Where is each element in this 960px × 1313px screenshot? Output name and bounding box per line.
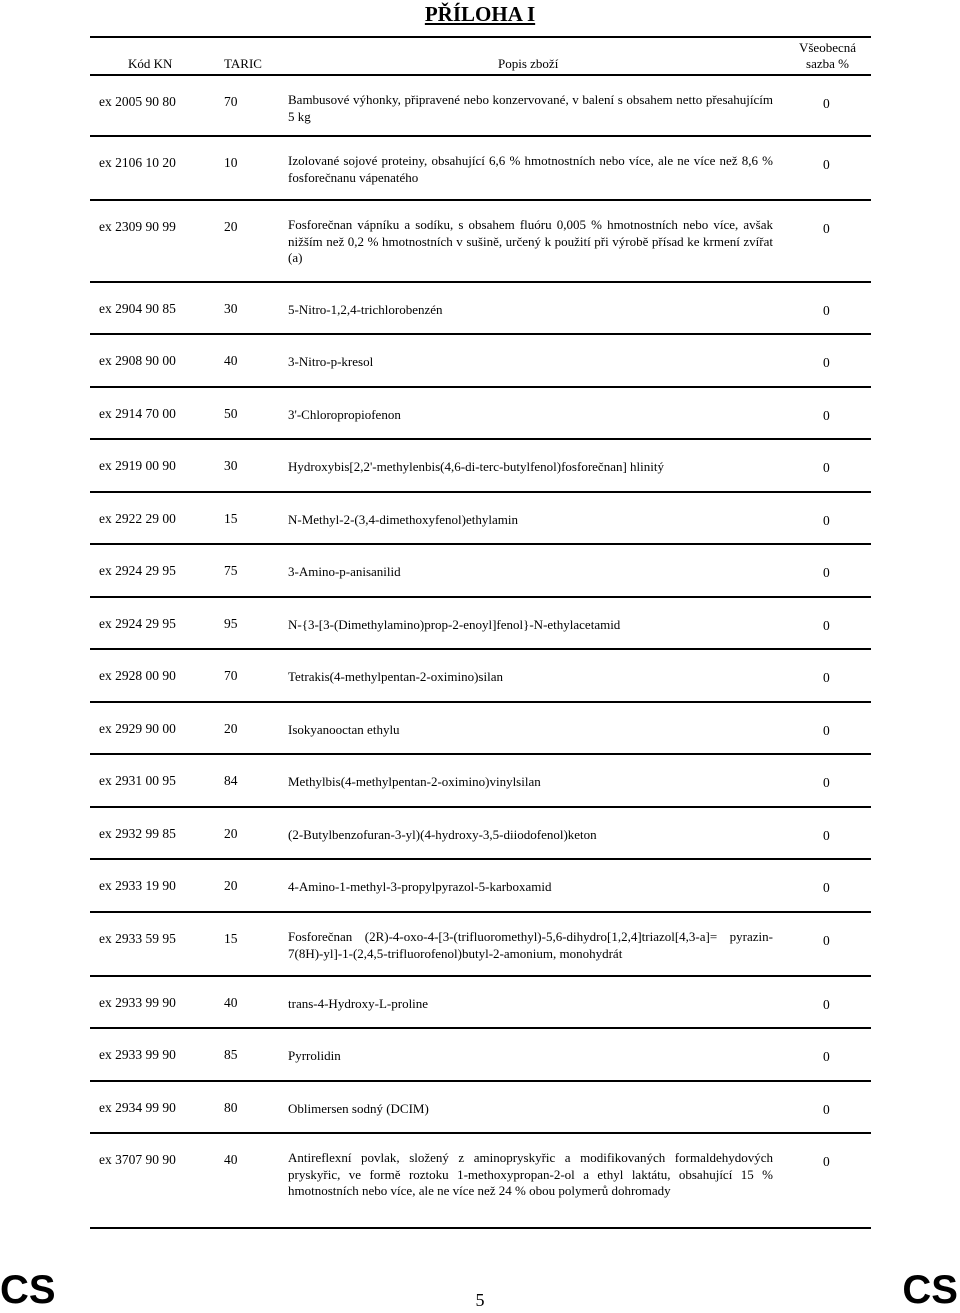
taric-cell: 70 xyxy=(224,668,238,683)
table-row xyxy=(90,650,871,703)
sazba-cell: 0 xyxy=(823,221,830,236)
popis-cell: 5-Nitro-1,2,4-trichlorobenzén xyxy=(288,302,443,317)
taric-cell: 20 xyxy=(224,721,238,736)
kod-cell: ex 2933 99 90 xyxy=(99,995,176,1010)
sazba-cell: 0 xyxy=(823,355,830,370)
taric-cell: 10 xyxy=(224,155,238,170)
sazba-cell: 0 xyxy=(823,96,830,111)
popis-cell: Hydroxybis[2,2'-methylenbis(4,6-di-terc-butylfenol)fosforečnan] hlinitý xyxy=(288,459,664,474)
popis-cell: Fosforečnan (2R)-4-oxo-4-[3-(trifluoromethyl)-5,6-dihydro[1,2,4]triazol[4,3-a]= pyrazin-7(8H)-yl]-1-(2,4,5-trifluorofenol)butyl-2-amonium, monohydrát xyxy=(288,929,773,961)
table-row xyxy=(90,137,871,201)
header-sazba xyxy=(790,40,865,72)
taric-cell: 50 xyxy=(224,406,238,421)
table-row xyxy=(90,1082,871,1134)
sazba-cell: 0 xyxy=(823,157,830,172)
table-body xyxy=(90,76,871,1229)
kod-cell: ex 2908 90 00 xyxy=(99,353,176,368)
kod-cell: ex 2932 99 85 xyxy=(99,826,176,841)
table-row xyxy=(90,76,871,137)
taric-cell: 30 xyxy=(224,301,238,316)
page-number: 5 xyxy=(475,1290,485,1310)
popis-cell: (2-Butylbenzofuran-3-yl)(4-hydroxy-3,5-diiodofenol)keton xyxy=(288,827,597,842)
sazba-cell: 0 xyxy=(823,460,830,475)
popis-cell: N-{3-[3-(Dimethylamino)prop-2-enoyl]fenol}-N-ethylacetamid xyxy=(288,617,621,632)
table-row xyxy=(90,335,871,388)
popis-cell: trans-4-Hydroxy-L-proline xyxy=(288,996,429,1011)
kod-cell: ex 2924 29 95 xyxy=(99,563,176,578)
sazba-cell: 0 xyxy=(823,303,830,318)
sazba-cell: 0 xyxy=(823,513,830,528)
taric-cell: 80 xyxy=(224,1100,238,1115)
sazba-cell: 0 xyxy=(823,1049,830,1064)
footer-language-left: CS xyxy=(0,1268,56,1312)
taric-cell: 40 xyxy=(224,1152,238,1167)
kod-cell: ex 2931 00 95 xyxy=(99,773,176,788)
popis-cell: Fosforečnan vápníku a sodíku, s obsahem fluóru 0,005 % hmotnostních nebo více, avšak nižším než 0,2 % hmotnostních v sušině, určený k použití při výrobě přísad ke krmení zvířat (a) xyxy=(288,217,773,265)
kod-cell: ex 2928 00 90 xyxy=(99,668,176,683)
taric-cell: 20 xyxy=(224,219,238,234)
table-row xyxy=(90,977,871,1029)
taric-cell: 75 xyxy=(224,563,238,578)
popis-cell: Oblimersen sodný (DCIM) xyxy=(288,1101,429,1116)
taric-cell: 85 xyxy=(224,1047,238,1062)
sazba-cell: 0 xyxy=(823,775,830,790)
sazba-cell: 0 xyxy=(823,565,830,580)
sazba-cell: 0 xyxy=(823,1154,830,1169)
sazba-cell: 0 xyxy=(823,408,830,423)
header-popis: Popis zboží xyxy=(498,56,559,71)
table-row xyxy=(90,493,871,545)
taric-cell: 15 xyxy=(224,931,238,946)
tariff-table xyxy=(90,36,871,1229)
table-row xyxy=(90,598,871,650)
table-row xyxy=(90,388,871,440)
popis-cell: 3'-Chloropropiofenon xyxy=(288,407,401,422)
kod-cell: ex 2929 90 00 xyxy=(99,721,176,736)
taric-cell: 70 xyxy=(224,94,238,109)
footer-language-right: CS xyxy=(902,1268,958,1312)
header-sazba-line1: Všeobecná xyxy=(798,40,857,55)
kod-cell: ex 2005 90 80 xyxy=(99,94,176,109)
table-row xyxy=(90,808,871,860)
sazba-cell: 0 xyxy=(823,997,830,1012)
table-row xyxy=(90,440,871,493)
popis-cell: Methylbis(4-methylpentan-2-oximino)vinylsilan xyxy=(288,774,541,789)
table-header xyxy=(90,36,871,76)
kod-cell: ex 2922 29 00 xyxy=(99,511,176,526)
taric-cell: 15 xyxy=(224,511,238,526)
popis-cell: Izolované sojové proteiny, obsahující 6,6 % hmotnostních nebo více, ale ne více než 8,6 % fosforečnanu vápenatého xyxy=(288,153,773,185)
table-row xyxy=(90,283,871,335)
table-row xyxy=(90,860,871,913)
taric-cell: 40 xyxy=(224,353,238,368)
taric-cell: 40 xyxy=(224,995,238,1010)
kod-cell: ex 2933 19 90 xyxy=(99,878,176,893)
kod-cell: ex 2934 99 90 xyxy=(99,1100,176,1115)
kod-cell: ex 2309 90 99 xyxy=(99,219,176,234)
header-kod: Kód KN xyxy=(128,56,173,71)
sazba-cell: 0 xyxy=(823,828,830,843)
sazba-cell: 0 xyxy=(823,618,830,633)
popis-cell: 3-Amino-p-anisanilid xyxy=(288,564,401,579)
kod-cell: ex 2933 99 90 xyxy=(99,1047,176,1062)
table-row xyxy=(90,755,871,808)
table-row xyxy=(90,703,871,755)
taric-cell: 20 xyxy=(224,826,238,841)
table-row xyxy=(90,1029,871,1082)
popis-cell: Bambusové výhonky, připravené nebo konzervované, v balení s obsahem netto přesahujícím 5 kg xyxy=(288,92,773,124)
taric-cell: 20 xyxy=(224,878,238,893)
taric-cell: 95 xyxy=(224,616,238,631)
kod-cell: ex 3707 90 90 xyxy=(99,1152,176,1167)
table-row xyxy=(90,1134,871,1229)
sazba-cell: 0 xyxy=(823,670,830,685)
popis-cell: Pyrrolidin xyxy=(288,1048,341,1063)
kod-cell: ex 2106 10 20 xyxy=(99,155,176,170)
page-title: PŘÍLOHA I xyxy=(424,2,536,26)
popis-cell: 4-Amino-1-methyl-3-propylpyrazol-5-karboxamid xyxy=(288,879,552,894)
popis-cell: Isokyanooctan ethylu xyxy=(288,722,400,737)
popis-cell: N-Methyl-2-(3,4-dimethoxyfenol)ethylamin xyxy=(288,512,518,527)
popis-cell: Antireflexní povlak, složený z aminopryskyřic a modifikovaných formaldehydových pryskyřic, ve formě roztoku 1-methoxypropan-2-ol a ethyl laktátu, obsahující 15 % hmotnostních nebo více, ale ne více než 24 % obou polymerů dohromady xyxy=(288,1150,773,1198)
sazba-cell: 0 xyxy=(823,933,830,948)
table-row xyxy=(90,545,871,598)
header-taric: TARIC xyxy=(224,56,262,71)
sazba-cell: 0 xyxy=(823,723,830,738)
sazba-cell: 0 xyxy=(823,880,830,895)
table-row xyxy=(90,201,871,283)
kod-cell: ex 2904 90 85 xyxy=(99,301,176,316)
popis-cell: 3-Nitro-p-kresol xyxy=(288,354,374,369)
kod-cell: ex 2924 29 95 xyxy=(99,616,176,631)
header-sazba-line2: sazba % xyxy=(806,56,849,71)
kod-cell: ex 2914 70 00 xyxy=(99,406,176,421)
taric-cell: 30 xyxy=(224,458,238,473)
popis-cell: Tetrakis(4-methylpentan-2-oximino)silan xyxy=(288,669,503,684)
kod-cell: ex 2933 59 95 xyxy=(99,931,176,946)
sazba-cell: 0 xyxy=(823,1102,830,1117)
taric-cell: 84 xyxy=(224,773,238,788)
table-row xyxy=(90,913,871,977)
kod-cell: ex 2919 00 90 xyxy=(99,458,176,473)
